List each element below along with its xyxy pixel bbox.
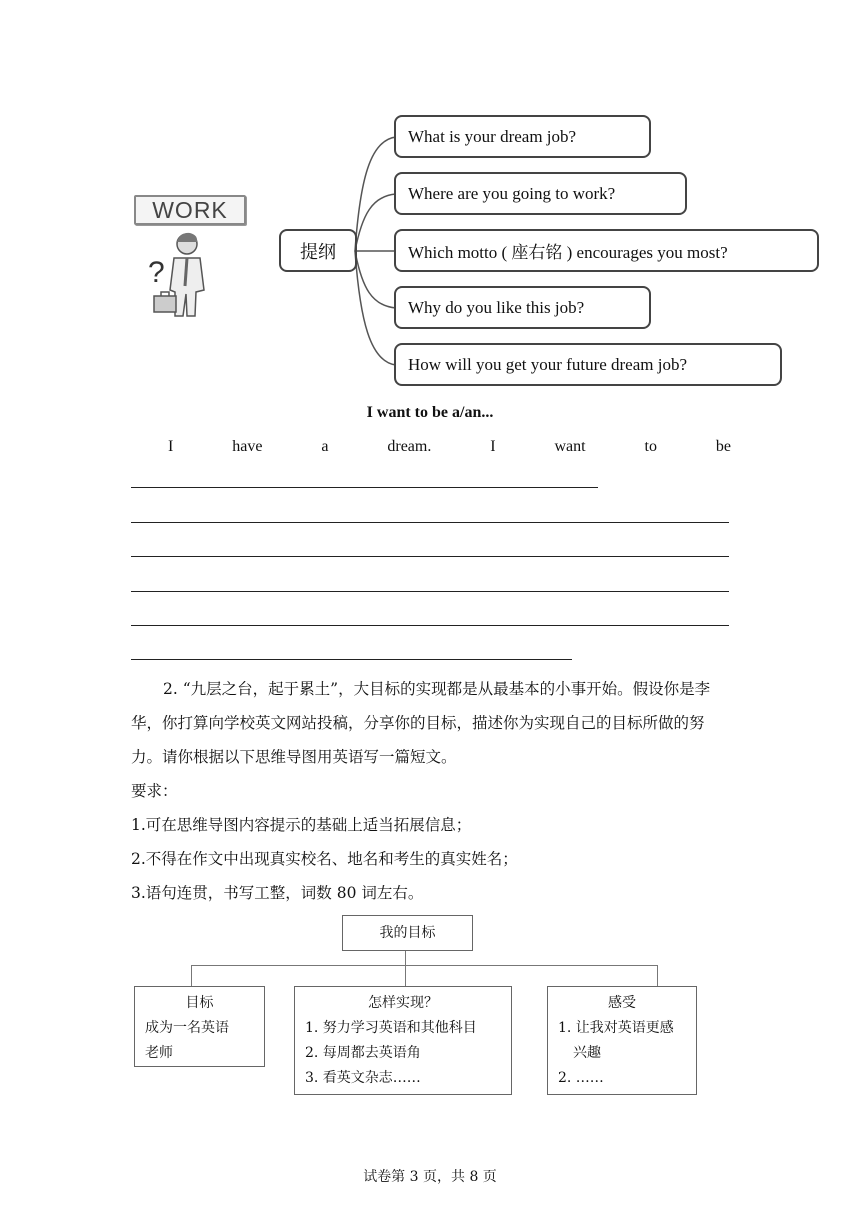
feel-line: 兴趣 [573, 1045, 601, 1061]
connector [657, 965, 658, 986]
question-box: How will you get your future dream job? [394, 343, 782, 386]
question-box: Why do you like this job? [394, 286, 651, 329]
goal-title: 目标 [185, 995, 214, 1011]
how-line: 1. 努力学习英语和其他科目 [305, 1020, 477, 1036]
word: want [554, 438, 586, 455]
requirement-3: 3.语句连贯，书写工整，词数 80 词左右。 [131, 884, 424, 902]
word: a [321, 438, 329, 455]
question-mark: ? [148, 256, 165, 289]
connector [191, 965, 192, 986]
page-footer: 试卷第 3 页，共 8 页 [363, 1169, 497, 1185]
essay-first-line [168, 438, 731, 456]
goal-line: 老师 [145, 1045, 173, 1061]
answer-line[interactable] [131, 625, 729, 626]
goal-box [134, 986, 265, 1067]
word: have [232, 438, 263, 455]
question-box: Where are you going to work? [394, 172, 687, 215]
work-sign: WORK [134, 195, 246, 225]
question-box: Which motto ( 座右铭 ) encourages you most? [394, 229, 819, 272]
how-line: 3. 看英文杂志…… [305, 1070, 421, 1086]
connector [405, 951, 406, 965]
how-line: 2. 每周都去英语角 [305, 1045, 421, 1061]
essay-title: I want to be a/an... [366, 404, 494, 421]
answer-line[interactable] [131, 659, 572, 660]
how-title: 怎样实现？ [368, 995, 438, 1011]
word: to [644, 438, 657, 455]
goal-root-box: 我的目标 [342, 915, 473, 951]
requirement-2: 2.不得在作文中出现真实校名、地名和考生的真实姓名； [131, 850, 518, 868]
goal-line: 成为一名英语 [145, 1020, 229, 1036]
requirement-1: 1.可在思维导图内容提示的基础上适当拓展信息； [131, 816, 472, 834]
how-box [294, 986, 512, 1095]
feel-line: 1. 让我对英语更感 [558, 1020, 674, 1036]
connector [191, 965, 657, 966]
feel-title: 感受 [608, 995, 636, 1011]
requirements-heading: 要求： [131, 782, 178, 800]
answer-line[interactable] [131, 522, 729, 523]
word: be [715, 438, 731, 455]
word: dream. [387, 438, 432, 455]
outline-hub: 提纲 [279, 229, 357, 272]
word: I [168, 438, 174, 455]
word: I [490, 438, 496, 455]
feel-line: 2. …… [558, 1070, 604, 1086]
connector [405, 965, 406, 986]
answer-line[interactable] [131, 591, 729, 592]
answer-line[interactable] [131, 487, 598, 488]
task2-intro: 2. “九层之台，起于累土”，大目标的实现都是从最基本的小事开始。假设你是李华，你打算向学校英文网站投稿，分享你的目标，描述你为实现自己的目标所做的努力。请你根据以下思维导图用英语写一篇短文。 [131, 680, 711, 766]
answer-line[interactable] [131, 556, 729, 557]
feel-box [547, 986, 697, 1095]
question-box: What is your dream job? [394, 115, 651, 158]
